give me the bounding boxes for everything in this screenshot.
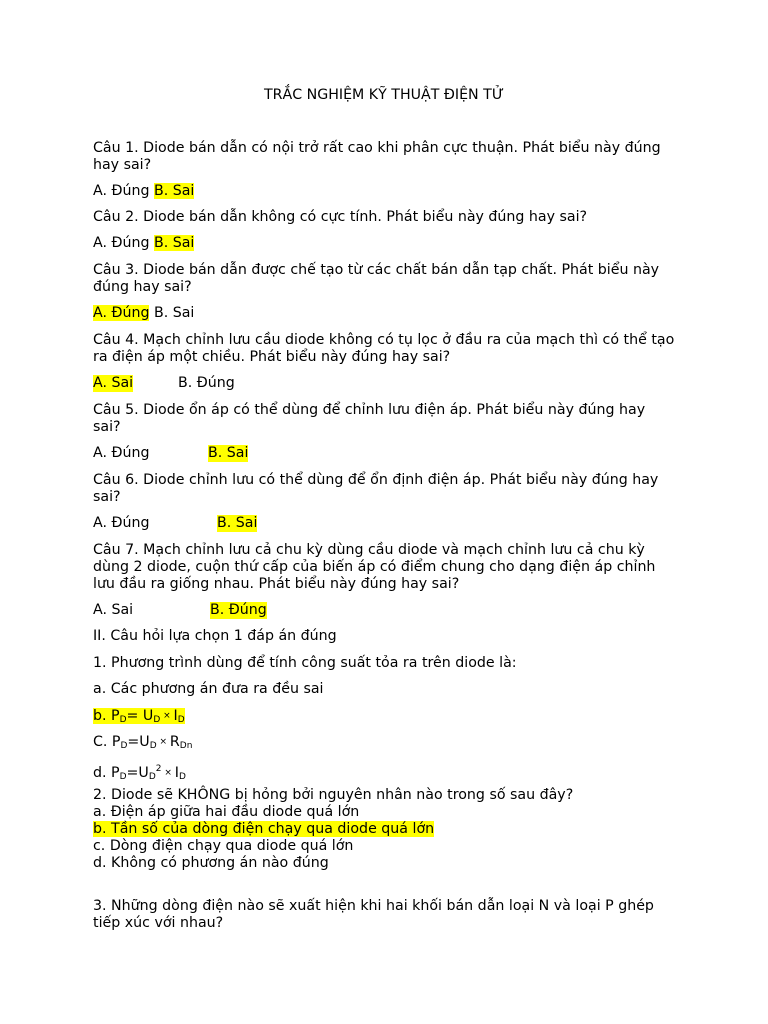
question-2-1-option-c	[93, 734, 192, 755]
question-7-line-2: dùng 2 diode, cuộn thứ cấp của biến áp có điểm chung cho dạng điện áp chỉnh	[93, 559, 656, 575]
question-4-line-2: ra điện áp một chiều. Phát biểu này đúng hay sai?	[93, 349, 451, 365]
formula-part: = U	[126, 708, 154, 724]
question-2-1-option-a: a. Các phương án đưa ra đều sai	[93, 681, 324, 697]
question-3-line-1: Câu 3. Diode bán dẫn được chế tạo từ các chất bán dẫn tạp chất. Phát biểu này	[93, 262, 660, 278]
question-3-options	[93, 305, 194, 322]
option-b-highlighted: b. Tần số của dòng điện chạy qua diode quá lớn	[93, 821, 435, 837]
formula-part: I	[174, 765, 179, 781]
option-a: A. Đúng	[93, 235, 150, 251]
option-b: B. Sai	[153, 305, 195, 321]
formula-part: =U	[127, 734, 150, 750]
formula-subscript: D	[119, 715, 127, 725]
formula-part: b. P	[93, 708, 120, 724]
document-title: TRẮC NGHIỆM KỸ THUẬT ĐIỆN TỬ	[263, 87, 504, 103]
formula-subscript: Dn	[179, 741, 193, 751]
formula-part: R	[169, 734, 180, 750]
section-2-heading: II. Câu hỏi lựa chọn 1 đáp án đúng	[93, 628, 337, 644]
option-b-highlighted: B. Đúng	[210, 602, 267, 618]
option-b-highlighted: B. Sai	[153, 183, 195, 199]
option-a: A. Sai	[93, 602, 134, 618]
question-2-options	[93, 235, 194, 252]
question-2-2-option-a: a. Điện áp giữa hai đầu diode quá lớn	[93, 804, 360, 820]
formula-subscript: D	[177, 715, 185, 725]
question-1-options	[93, 183, 194, 200]
question-2-3-line-2: tiếp xúc với nhau?	[93, 915, 224, 931]
question-5-line-1: Câu 5. Diode ổn áp có thể dùng để chỉnh lưu điện áp. Phát biểu này đúng hay	[93, 402, 646, 418]
question-6-line-1: Câu 6. Diode chỉnh lưu có thể dùng để ổn định điện áp. Phát biểu này đúng hay	[93, 472, 659, 488]
option-b-highlighted: B. Sai	[217, 515, 258, 531]
formula-subscript: D	[119, 772, 127, 782]
formula-part: C. P	[93, 734, 121, 750]
question-2-line-1: Câu 2. Diode bán dẫn không có cực tính. Phát biểu này đúng hay sai?	[93, 209, 588, 225]
option-b-highlighted: B. Sai	[208, 445, 249, 461]
question-7-line-3: lưu đầu ra giống nhau. Phát biểu này đúng hay sai?	[93, 576, 460, 592]
formula-part: I	[173, 708, 178, 724]
question-2-1-text: 1. Phương trình dùng để tính công suất tỏa ra trên diode là:	[93, 655, 517, 671]
option-b: B. Đúng	[178, 375, 235, 391]
formula-part: =U	[126, 765, 149, 781]
question-2-2-option-c: c. Dòng điện chạy qua diode quá lớn	[93, 838, 354, 854]
question-4-line-1: Câu 4. Mạch chỉnh lưu cầu diode không có tụ lọc ở đầu ra của mạch thì có thể tạo	[93, 332, 675, 348]
question-3-line-2: đúng hay sai?	[93, 279, 192, 295]
option-a: A. Đúng	[93, 183, 150, 199]
formula-times: ×	[161, 768, 175, 778]
formula-subscript: D	[178, 772, 186, 782]
option-b-highlighted: B. Sai	[153, 235, 195, 251]
formula-superscript: 2	[155, 764, 162, 774]
formula-times: ×	[156, 737, 170, 747]
formula-subscript: D	[149, 741, 157, 751]
option-a-highlighted: A. Sai	[93, 375, 134, 391]
question-6-line-2: sai?	[93, 489, 121, 505]
question-2-1-option-d	[93, 761, 186, 786]
question-2-2-option-b	[93, 821, 434, 838]
option-a-highlighted: A. Đúng	[93, 305, 150, 321]
formula-subscript: D	[120, 741, 128, 751]
question-5-line-2: sai?	[93, 419, 121, 435]
question-7-line-1: Câu 7. Mạch chỉnh lưu cả chu kỳ dùng cầu diode và mạch chỉnh lưu cả chu kỳ	[93, 542, 645, 558]
question-1-line-1: Câu 1. Diode bán dẫn có nội trở rất cao khi phân cực thuận. Phát biểu này đúng	[93, 140, 661, 156]
question-1-line-2: hay sai?	[93, 157, 152, 173]
question-2-1-option-b	[93, 708, 185, 729]
option-a: A. Đúng	[93, 445, 150, 461]
option-a: A. Đúng	[93, 515, 150, 531]
formula-times: ×	[160, 711, 174, 721]
question-2-2-option-d: d. Không có phương án nào đúng	[93, 855, 329, 871]
question-2-3-line-1: 3. Những dòng điện nào sẽ xuất hiện khi hai khối bán dẫn loại N và loại P ghép	[93, 898, 654, 914]
option-b-highlighted	[93, 708, 185, 724]
question-2-2-text: 2. Diode sẽ KHÔNG bị hỏng bởi nguyên nhân nào trong số sau đây?	[93, 787, 574, 803]
formula-subscript: D	[153, 715, 161, 725]
formula-subscript: D	[148, 772, 156, 782]
formula-part: d. P	[93, 765, 120, 781]
